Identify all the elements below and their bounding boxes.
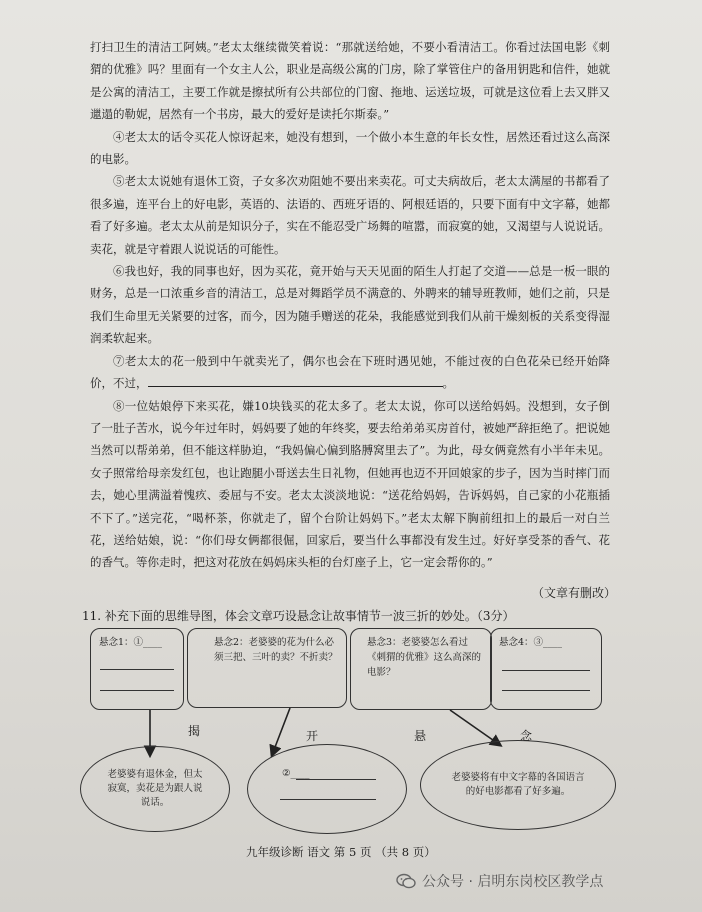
answer-2-label: ②____ — [282, 768, 310, 779]
question-11: 11. 补充下面的思维导图，体会文章巧设悬念让故事情节一波三折的妙处。（3分） — [82, 609, 515, 623]
answer-3-text: 老婆婆将有中文字幕的各国语言的好电影都看了好多遍。 — [451, 772, 585, 797]
arrow-3 — [450, 710, 500, 745]
wechat-icon — [396, 873, 416, 889]
suspense-2-label: 悬念2：老婆婆的花为什么必须三把、三叶的卖？不折卖？ — [214, 637, 338, 663]
paragraph-8: ⑧一位姑娘停下来买花，嫌10块钱买的花太多了。老太太说，你可以送给妈妈。没想到，女子倒了一肚子苦水，说今年过年时，妈妈要了她的年终奖，要去给弟弟买房首付，被她严辞拒绝了。把说她当然可以帮弟弟，但不能这样胁迫，“我妈偏心偏到胳膊窝里去了”。为此，母女俩竟然有小半年未见。女子照常给母亲发红包，也让跑腿小哥送去生日礼物，但她再也迈不开回娘家的步子，因为当时摔门而去，她心里满溢着愧疚、委屈与不安。老太太淡淡地说：“送花给妈妈，告诉妈妈，自己家的小花瓶插不下了。”送完花，“喝杯茶，你就走了，留个台阶让妈妈下。”老太太解下胸前纽扣上的最后一对白兰花，送给姑娘，说：“你们母女俩都很倔，回家后，要当什么事都没有发生过。好好享受茶的香气、花的香气。等你走时，把这对花放在妈妈床头柜的台灯座子上，它一定会帮你的。” — [90, 398, 610, 570]
paragraph-4: ④老太太的话令买花人惊讶起来，她没有想到，一个做小本生意的年长女性，居然还看过这么高深的电影。 — [90, 129, 610, 167]
answer-ellipse-1 — [80, 746, 230, 832]
suspense-3-label: 悬念3：老婆婆怎么看过《刺猬的优雅》这么高深的电影？ — [367, 637, 482, 678]
suspense-1-label: 悬念1：①____ — [99, 637, 163, 648]
answer-ellipse-3 — [420, 740, 616, 830]
watermark — [396, 871, 603, 891]
watermark-text: 公众号 · 启明东岗校区教学点 — [422, 874, 604, 890]
band-char-1: 揭 — [188, 724, 201, 738]
abridged-note: （文章有删改） — [531, 586, 616, 600]
band-char-4: 念 — [520, 729, 533, 743]
paragraph-7-text: ⑦老太太的花一般到中午就卖光了，偶尔也会在下班时遇见她，不能过夜的白色花朵已经开始降价，不过， — [90, 353, 610, 391]
arrow-2 — [272, 708, 290, 755]
page-footer: 九年级诊断 语文 第 5 页 （共 8 页） — [246, 845, 436, 859]
paragraph-6: ⑥我也好，我的同事也好，因为买花，竟开始与天天见面的陌生人打起了交道——总是一板一眼的财务，总是一口浓重乡音的清洁工，总是对舞蹈学员不满意的、外聘来的辅导班教师，她们之前，只是我们生命里无关紧要的过客，而今，因为随手赠送的花朵，我能感觉到我们从前干燥刻板的关系变得湿润柔软起来。 — [90, 264, 610, 346]
suspense-4-label: 悬念4：③____ — [499, 637, 563, 648]
answer-line[interactable] — [280, 799, 376, 800]
answer-line[interactable] — [296, 779, 376, 780]
band-char-2: 开 — [306, 729, 319, 743]
paragraph-continuation: 打扫卫生的清洁工阿姨。”老太太继续微笑着说：“那就送给她，不要小看清洁工。你看过法国电影《刺猬的优雅》吗？里面有一个女主人公，职业是高级公寓的门房，除了掌管住户的备用钥匙和信件，她就是公寓的清洁工，主要工作就是擦拭所有公共部位的门窗、拖地、运送垃圾，可就是这位看上去又胖又邋遢的勒妮，居然有一个书房，最大的爱好是读托尔斯泰。” — [90, 40, 610, 122]
band-char-3: 悬 — [414, 729, 427, 743]
paragraph-7: ⑦老太太的花一般到中午就卖光了，偶尔也会在下班时遇见她，不能过夜的白色花朵已经开始降价，不过， 。 — [90, 353, 610, 391]
paragraph-5: ⑤老太太说她有退休工资，子女多次劝阻她不要出来卖花。可丈夫病故后，老太太满屋的书都看了很多遍，连平台上的好电影，英语的、法语的、西班牙语的、阿根廷语的，只要下面有中文字幕，她都看了好多遍。老太太从前是知识分子，实在不能忍受广场舞的喧嚣，而寂寞的她，又渴望与人说说话。卖花，就是守着跟人说说话的可能性。 — [90, 174, 610, 256]
answer-ellipse-2 — [247, 744, 407, 834]
answer-1-text: 老婆婆有退休金，但太寂寞，卖花是为跟人说说话。 — [107, 769, 203, 808]
